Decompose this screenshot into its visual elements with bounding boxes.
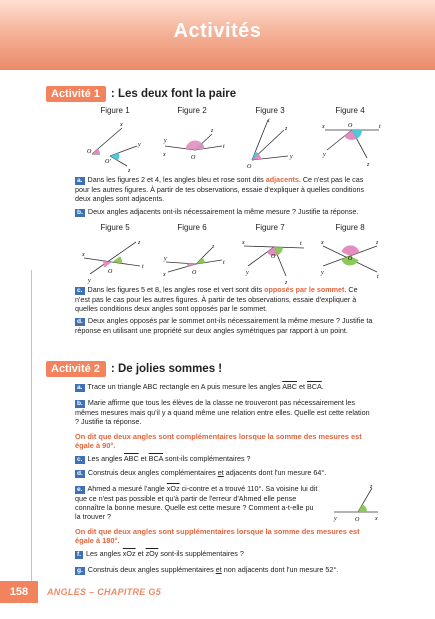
svg-text:t: t (300, 241, 302, 247)
svg-text:x: x (375, 516, 378, 522)
figure-1-diagram (82, 116, 152, 174)
svg-text:z: z (138, 240, 141, 246)
page-number: 158 (0, 581, 38, 603)
svg-text:t: t (223, 144, 225, 150)
svg-text:x: x (82, 252, 85, 258)
svg-text:z: z (285, 126, 288, 132)
fig1-label-o: O (87, 149, 92, 155)
svg-text:t: t (142, 264, 144, 270)
svg-text:y: y (290, 154, 293, 160)
svg-text:O: O (348, 123, 353, 129)
fig1-label-x: x (120, 122, 123, 128)
svg-text:O: O (355, 517, 360, 523)
svg-text:t: t (377, 274, 379, 280)
svg-text:y: y (164, 256, 167, 262)
figure-3-diagram (238, 116, 310, 174)
svg-text:O: O (271, 254, 276, 260)
svg-text:O: O (247, 164, 252, 170)
svg-text:O: O (192, 270, 197, 276)
svg-text:t: t (268, 118, 270, 124)
page-footer (0, 581, 435, 603)
svg-text:z: z (376, 240, 379, 246)
activity1-item-c: c. Dans les figures 5 et 8, les angles rose et vert sont dits opposés par le sommet. Ce n'est pas le cas pour les autres figures. À partir de tes observations, essaie d'expliquer à quelles conditions deux angles sont opposés par le sommet. (75, 285, 358, 314)
page-title: Activités (173, 20, 262, 42)
fig1-label-y: y (138, 142, 141, 148)
fig1-label-z: z (128, 168, 131, 174)
chapter-label: ANGLES – CHAPITRE G5 (47, 587, 162, 597)
figure-label-5: Figure 5 (100, 223, 130, 232)
svg-text:y: y (88, 278, 91, 284)
activity2-item-b: b. Marie affirme que tous les élèves de la classe ne trouveront pas nécessairement les mêmes mesures mais qu'il y a quand même une relation entre elles. Quelle est cette relation ? Justifie ta réponse. (75, 398, 370, 427)
activity2-badge: Activité 2 (46, 361, 106, 377)
svg-text:O: O (191, 155, 196, 161)
activity1-badge: Activité 1 (46, 86, 106, 102)
figure-6-diagram (160, 232, 232, 290)
svg-text:x: x (163, 272, 166, 278)
figure-label-3: Figure 3 (255, 106, 285, 115)
activity1-item-a: a. Dans les figures 2 et 4, les angles bleu et rose sont dits adjacents. Ce n'est pas le cas pour les autres figures. À partir de tes observations, essaie d'expliquer à quelles conditions deux angles sont adjacents. (75, 175, 365, 204)
svg-text:z: z (211, 128, 214, 134)
svg-text:z: z (212, 244, 215, 250)
svg-text:y: y (323, 152, 326, 158)
figure-5-diagram (80, 232, 152, 290)
svg-text:x: x (242, 240, 245, 246)
figure-e-diagram (330, 480, 380, 524)
svg-text:y: y (246, 270, 249, 276)
activity1-item-b: b. Deux angles adjacents ont-ils nécessairement la même mesure ? Justifie ta réponse. (77, 207, 359, 216)
activity2-title: : De jolies sommes ! (110, 363, 223, 375)
activity2-item-e: e. Ahmed a mesuré l'angle $\overline{xOz}$ ci-contre et a trouvé 110°. Sa voisine lui dit que ce n'est pas possible et qu'à partir de l'erreur d'Ahmed elle pense connaître la bonne mesure. Quelle est cette mesure ? Comment a-t-elle pu la trouver ? (75, 484, 318, 522)
svg-text:x: x (322, 124, 325, 130)
figure-label-7: Figure 7 (255, 223, 285, 232)
margin-rule (31, 270, 32, 585)
page-header (0, 0, 435, 70)
svg-text:t: t (223, 260, 225, 266)
svg-text:y: y (164, 138, 167, 144)
figure-label-2: Figure 2 (177, 106, 207, 115)
definition-supplementary: On dit que deux angles sont supplémentaires lorsque la somme des mesures est égale à 180°. (75, 527, 360, 546)
activity2-item-g: g. Construis deux angles supplémentaires et non adjacents dont l'un mesure 52°. (77, 565, 339, 574)
figure-label-1: Figure 1 (100, 106, 130, 115)
activity2-heading (46, 361, 222, 377)
fig1-label-o2: O' (105, 159, 111, 165)
definition-complementary: On dit que deux angles sont complémentaires lorsque la somme des mesures est égale à 90°. (75, 432, 362, 451)
svg-text:O: O (348, 256, 353, 262)
activity2-item-a: a. Trace un triangle ABC rectangle en A puis mesure les angles $\overline{ABC}$ et $\overline{BCA}$. (77, 382, 324, 391)
figure-label-6: Figure 6 (177, 223, 207, 232)
svg-text:O: O (108, 269, 113, 275)
svg-text:t: t (379, 124, 381, 130)
figure-label-8: Figure 8 (335, 223, 365, 232)
activity2-item-d: d. Construis deux angles complémentaires et adjacents dont l'un mesure 64°. (77, 468, 327, 477)
svg-text:x: x (163, 152, 166, 158)
svg-text:z: z (285, 280, 288, 286)
activity1-heading (46, 86, 236, 102)
figure-8-diagram (317, 232, 387, 290)
svg-text:y: y (334, 516, 337, 522)
activity2-item-c: c. Les angles $\overline{ABC}$ et $\overline{BCA}$ sont-ils complémentaires ? (77, 454, 251, 463)
svg-text:z: z (370, 484, 373, 490)
activity2-item-f: f. Les angles $\overline{xOz}$ et $\overline{zOy}$ sont-ils supplémentaires ? (77, 549, 244, 558)
svg-text:z: z (367, 162, 370, 168)
svg-text:x: x (321, 240, 324, 246)
figure-label-4: Figure 4 (335, 106, 365, 115)
svg-text:y: y (321, 270, 324, 276)
figure-4-diagram (317, 116, 387, 174)
activity1-item-d: d. Deux angles opposés par le sommet ont-ils nécessairement la même mesure ? Justifie ta réponse en utilisant une propriété sur deux angles symétriques par rapport à un point. (75, 316, 373, 335)
activity1-title: : Les deux font la paire (110, 88, 237, 100)
figure-7-diagram (238, 232, 310, 290)
figure-2-diagram (160, 116, 232, 174)
